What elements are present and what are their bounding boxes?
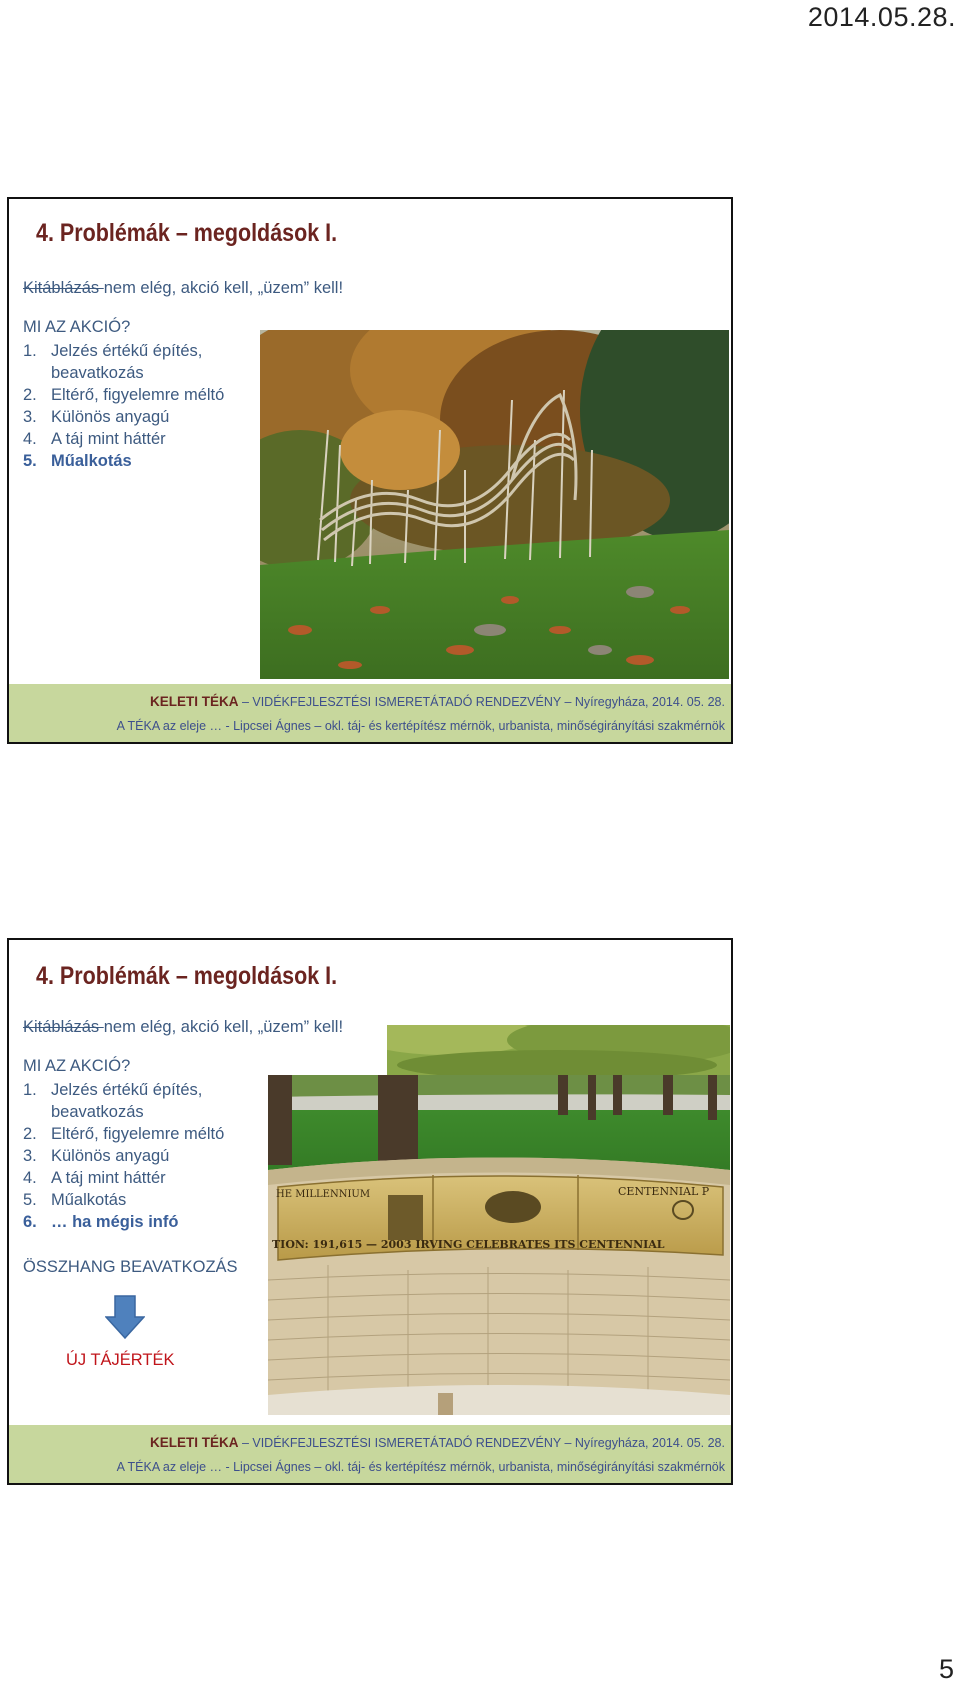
arrow-down-icon bbox=[105, 1295, 145, 1339]
plaque-left-text: HE MILLENNIUM bbox=[276, 1189, 371, 1200]
hillside-photo bbox=[387, 1025, 730, 1075]
slide-footer bbox=[9, 1425, 731, 1483]
slide-lead bbox=[23, 279, 343, 298]
lead-rest: nem elég, akció kell, „üzem” kell! bbox=[103, 1018, 344, 1036]
list-item-text: A táj mint háttér bbox=[51, 1169, 166, 1187]
list-item-text: Különös anyagú bbox=[51, 408, 170, 426]
slide-title: 4. Problémák – megoldások I. bbox=[36, 219, 338, 247]
list-item-text: Jelzés értékű építés, beavatkozás bbox=[51, 342, 203, 382]
list-item bbox=[23, 428, 224, 450]
list-item bbox=[23, 406, 224, 428]
plaque-wall-photo bbox=[268, 1075, 730, 1415]
list-item bbox=[23, 1123, 224, 1145]
list-item-text: A táj mint háttér bbox=[51, 430, 166, 448]
slide-1 bbox=[7, 197, 733, 744]
list-item-number: 1. bbox=[23, 1081, 37, 1099]
list-item-number: 2. bbox=[23, 1125, 37, 1143]
action-list bbox=[23, 1079, 224, 1233]
list-item bbox=[23, 1211, 224, 1233]
footer-author-line: A TÉKA az eleje … - Lipcsei Ágnes – okl. táj- és kertépítész mérnök, urbanista, minőségirányítási szakmérnök bbox=[116, 1460, 725, 1474]
list-item-number: 2. bbox=[23, 386, 37, 404]
list-item bbox=[23, 1167, 224, 1189]
list-item bbox=[23, 1145, 224, 1167]
slide-title: 4. Problémák – megoldások I. bbox=[36, 962, 338, 990]
list-item-text: Műalkotás bbox=[51, 1191, 127, 1209]
list-item-number: 6. bbox=[23, 1213, 37, 1231]
footer-event: – VIDÉKFEJLESZTÉSI ISMERETÁTADÓ RENDEZVÉNY – Nyíregyháza, 2014. 05. 28. bbox=[238, 1436, 725, 1450]
page-number: 5 bbox=[938, 1654, 954, 1684]
footer-event: – VIDÉKFEJLESZTÉSI ISMERETÁTADÓ RENDEZVÉNY – Nyíregyháza, 2014. 05. 28. bbox=[238, 695, 725, 709]
footer-event-line bbox=[150, 694, 725, 709]
harmony-intervention: ÖSSZHANG BEAVATKOZÁS bbox=[23, 1258, 238, 1276]
list-item-number: 4. bbox=[23, 430, 37, 448]
slide-footer bbox=[9, 684, 731, 742]
page-date: 2014.05.28. bbox=[807, 2, 956, 32]
list-item-text: Különös anyagú bbox=[51, 1147, 170, 1165]
footer-author-line: A TÉKA az eleje … - Lipcsei Ágnes – okl. táj- és kertépítész mérnök, urbanista, minőségirányítási szakmérnök bbox=[116, 719, 725, 733]
list-item-number: 3. bbox=[23, 1147, 37, 1165]
list-item-number: 4. bbox=[23, 1169, 37, 1187]
lead-rest: nem elég, akció kell, „üzem” kell! bbox=[103, 279, 344, 297]
list-item-text: … ha mégis infó bbox=[51, 1213, 179, 1231]
footer-event-line bbox=[150, 1435, 725, 1450]
slide-lead bbox=[23, 1018, 343, 1037]
list-item-text: Eltérő, figyelemre méltó bbox=[51, 386, 225, 404]
question-heading: MI AZ AKCIÓ? bbox=[23, 1057, 131, 1075]
list-item-text: Jelzés értékű építés, beavatkozás bbox=[51, 1081, 203, 1121]
list-item-text: Eltérő, figyelemre méltó bbox=[51, 1125, 225, 1143]
slide-2 bbox=[7, 938, 733, 1485]
plaque-right-text: CENTENNIAL P bbox=[618, 1185, 710, 1198]
list-item-number: 3. bbox=[23, 408, 37, 426]
lead-struck-word: Kitáblázás bbox=[23, 1018, 104, 1036]
new-landscape-value: ÚJ TÁJÉRTÉK bbox=[66, 1351, 175, 1369]
plaque-center-text: TION: 191,615 — 2003 IRVING CELEBRATES ITS CENTENNIAL bbox=[272, 1238, 665, 1251]
list-item-text: Műalkotás bbox=[51, 452, 132, 470]
list-item-number: 1. bbox=[23, 342, 37, 360]
footer-brand: KELETI TÉKA bbox=[149, 1435, 239, 1450]
list-item bbox=[23, 450, 224, 472]
list-item-number: 5. bbox=[23, 1191, 37, 1209]
list-item-number: 5. bbox=[23, 452, 37, 470]
question-heading: MI AZ AKCIÓ? bbox=[23, 318, 131, 336]
list-item bbox=[23, 1189, 224, 1211]
footer-brand: KELETI TÉKA bbox=[149, 694, 239, 709]
list-item bbox=[23, 1079, 224, 1123]
list-item bbox=[23, 384, 224, 406]
list-item bbox=[23, 340, 224, 384]
lead-struck-word: Kitáblázás bbox=[23, 279, 104, 297]
action-list bbox=[23, 340, 224, 472]
sculpture-photo bbox=[260, 330, 729, 679]
